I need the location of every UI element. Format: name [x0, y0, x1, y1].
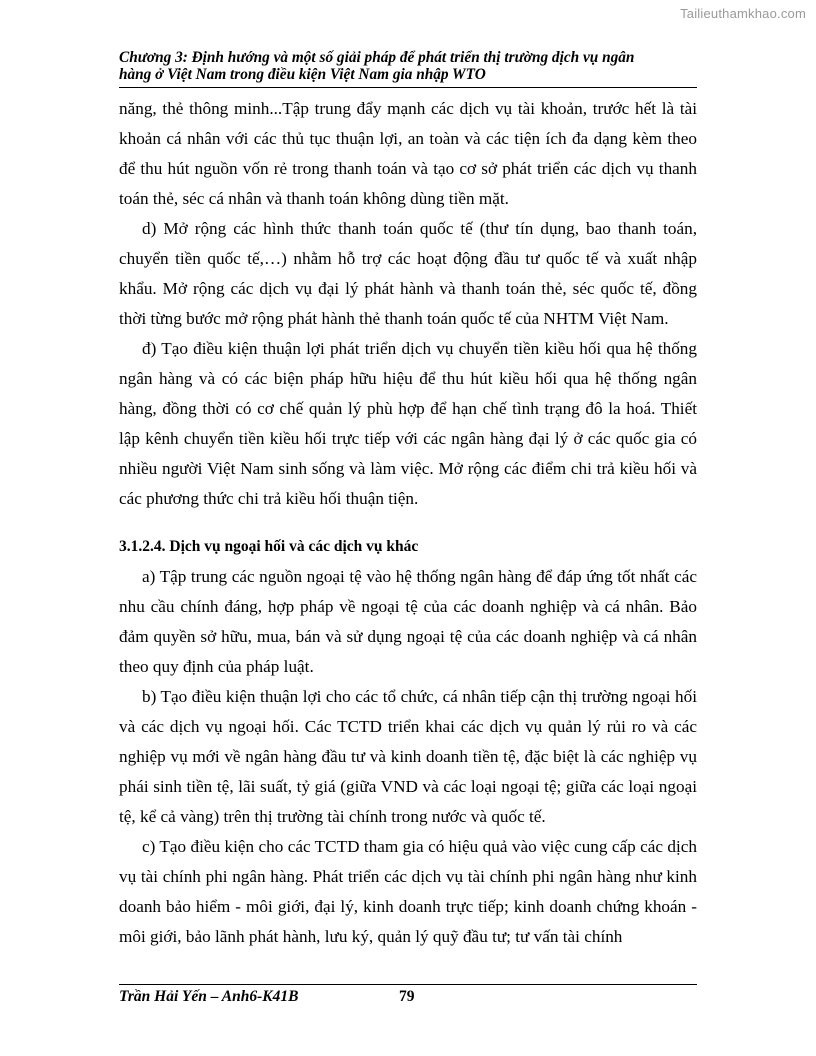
header-divider	[119, 87, 697, 88]
page-header	[119, 49, 697, 83]
paragraph-d: d) Mở rộng các hình thức thanh toán quốc tế (thư tín dụng, bao thanh toán, chuyển tiền quốc tế,…) nhằm hỗ trợ các hoạt động đầu tư quốc tế và xuất nhập khẩu. Mở rộng các dịch vụ đại lý phát hành và thanh toán thẻ, séc quốc tế, đồng thời từng bước mở rộng phát hành thẻ thanh toán quốc tế của NHTM Việt Nam.	[119, 219, 697, 328]
paragraph-a: a) Tập trung các nguồn ngoại tệ vào hệ thống ngân hàng để đáp ứng tốt nhất các nhu cầu chính đáng, hợp pháp về ngoại tệ của các doanh nghiệp và cá nhân. Bảo đảm quyền sở hữu, mua, bán và sử dụng ngoại tệ của các doanh nghiệp và cá nhân theo quy định của pháp luật.	[119, 567, 697, 676]
paragraph-c: c) Tạo điều kiện cho các TCTD tham gia có hiệu quả vào việc cung cấp các dịch vụ tài chính phi ngân hàng. Phát triển các dịch vụ tài chính phi ngân hàng như kinh doanh bảo hiểm - môi giới, đại lý, kinh doanh trực tiếp; kinh doanh chứng khoán - môi giới, bảo lãnh phát hành, lưu ký, quản lý quỹ đầu tư; tư vấn tài chính	[119, 837, 697, 946]
footer-author: Trần Hải Yến – Anh6-K41B	[119, 988, 299, 1005]
watermark: Tailieuthamkhao.com	[680, 6, 806, 21]
document-body	[119, 94, 697, 952]
page-number: 79	[399, 988, 415, 1005]
paragraph-dd: đ) Tạo điều kiện thuận lợi phát triển dịch vụ chuyển tiền kiều hối qua hệ thống ngân hàng và có các biện pháp hữu hiệu để thu hút kiều hối qua hệ thống ngân hàng, đồng thời có cơ chế quản lý phù hợp để hạn chế tình trạng đô la hoá. Thiết lập kênh chuyển tiền kiều hối trực tiếp với các ngân hàng đại lý ở các quốc gia có nhiều người Việt Nam sinh sống và làm việc. Mở rộng các điểm chi trả kiều hối và các phương thức chi trả kiều hối thuận tiện.	[119, 339, 697, 508]
header-title-line-1: Chương 3: Định hướng và một số giải pháp để phát triển thị trường dịch vụ ngân	[119, 49, 635, 66]
paragraph-continuation: năng, thẻ thông minh...Tập trung đẩy mạnh các dịch vụ tài khoản, trước hết là tài khoản cá nhân với các thủ tục thuận lợi, an toàn và các tiện ích đa dạng kèm theo để thu hút nguồn vốn rẻ trong thanh toán và tạo cơ sở phát triển các dịch vụ thanh toán thẻ, séc cá nhân và thanh toán không dùng tiền mặt.	[119, 99, 697, 208]
section-heading: 3.1.2.4. Dịch vụ ngoại hối và các dịch vụ khác	[119, 538, 419, 555]
footer-divider	[119, 984, 697, 985]
header-title-line-2: hàng ở Việt Nam trong điều kiện Việt Nam gia nhập WTO	[119, 66, 486, 83]
paragraph-b: b) Tạo điều kiện thuận lợi cho các tổ chức, cá nhân tiếp cận thị trường ngoại hối và các dịch vụ ngoại hối. Các TCTD triển khai các dịch vụ quản lý rủi ro và các nghiệp vụ mới về ngân hàng đầu tư và kinh doanh tiền tệ, đặc biệt là các nghiệp vụ phái sinh tiền tệ, lãi suất, tỷ giá (giữa VND và các loại ngoại tệ; giữa các loại ngoại tệ, kể cả vàng) trên thị trường tài chính trong nước và quốc tế.	[119, 687, 697, 826]
paragraph-gap	[119, 514, 697, 532]
